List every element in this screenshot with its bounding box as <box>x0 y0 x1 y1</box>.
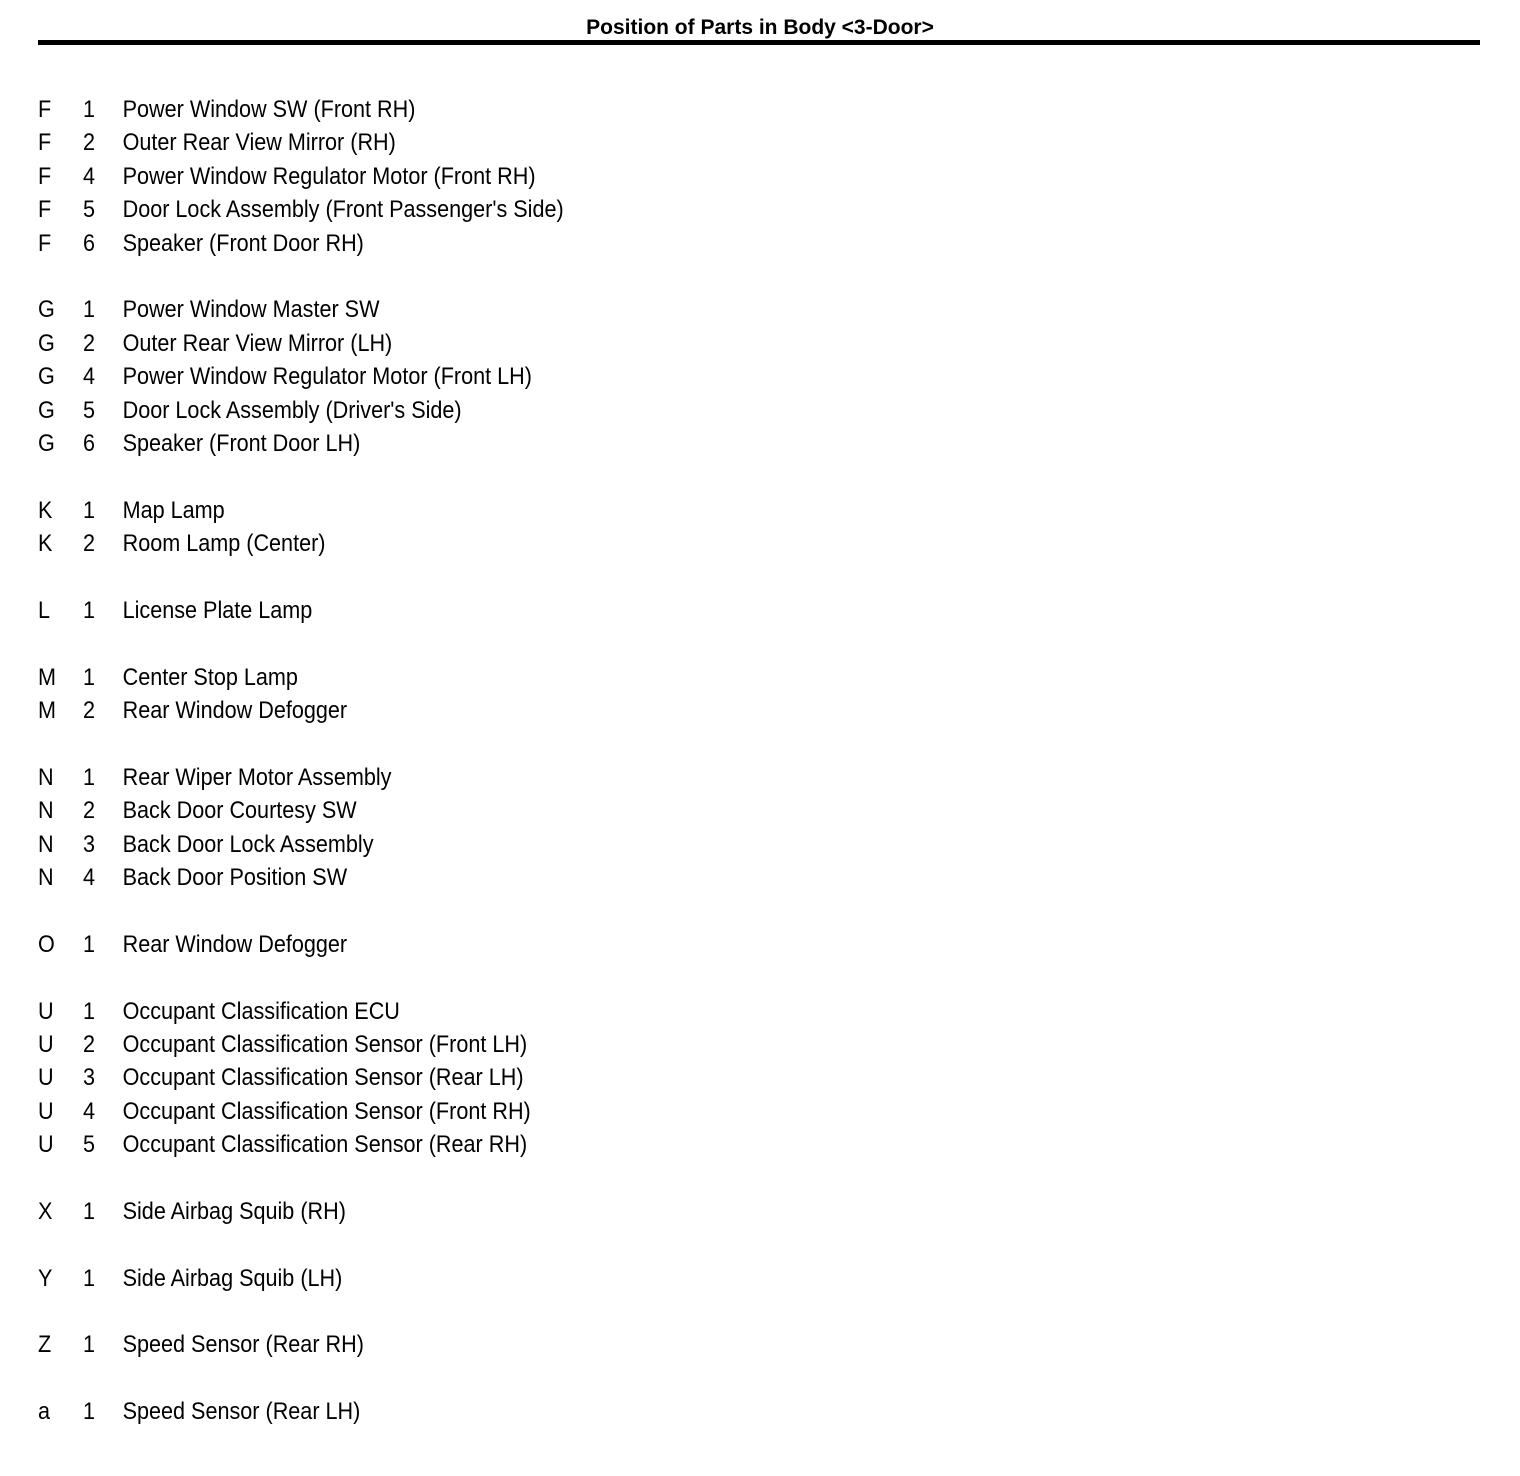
part-number: 1 <box>83 663 96 691</box>
part-name: Speaker (Front Door LH) <box>122 429 361 457</box>
part-code: N <box>38 863 54 891</box>
part-name: Power Window Master SW <box>122 296 380 324</box>
part-name: Back Door Courtesy SW <box>122 797 357 825</box>
part-number: 5 <box>83 1131 96 1159</box>
part-number: 1 <box>83 1197 96 1225</box>
parts-group-o <box>38 928 1478 961</box>
part-code: M <box>38 697 56 725</box>
part-row <box>38 93 1334 126</box>
part-number: 4 <box>83 1097 96 1125</box>
part-code: G <box>38 296 55 324</box>
part-number: 1 <box>83 997 96 1025</box>
part-name: Occupant Classification ECU <box>122 997 400 1025</box>
part-row <box>38 1195 1334 1228</box>
part-row <box>38 761 1334 794</box>
part-number: 6 <box>83 429 96 457</box>
part-name: Rear Wiper Motor Assembly <box>122 763 392 791</box>
part-code: a <box>38 1398 51 1426</box>
part-name: Side Airbag Squib (LH) <box>122 1264 343 1292</box>
part-code: N <box>38 830 54 858</box>
part-row <box>38 293 1334 326</box>
part-code: F <box>38 96 52 123</box>
part-number: 6 <box>83 229 96 257</box>
part-number: 2 <box>83 530 96 558</box>
part-code: G <box>38 429 55 457</box>
part-row <box>38 995 1334 1028</box>
part-code: O <box>38 930 55 958</box>
part-code: N <box>38 763 54 791</box>
part-row <box>38 360 1334 393</box>
part-row <box>38 928 1334 961</box>
part-name: Occupant Classification Sensor (Rear LH) <box>122 1064 524 1092</box>
part-number: 2 <box>83 697 96 725</box>
part-code: N <box>38 797 54 825</box>
part-number: 1 <box>83 930 96 958</box>
part-name: Side Airbag Squib (RH) <box>122 1197 346 1225</box>
part-name: Back Door Lock Assembly <box>122 830 374 858</box>
part-name: Rear Window Defogger <box>122 697 348 725</box>
part-row <box>38 694 1334 727</box>
part-number: 4 <box>83 162 96 190</box>
part-row <box>38 227 1334 260</box>
part-row <box>38 160 1334 193</box>
part-code: F <box>38 129 52 157</box>
part-code: M <box>38 663 56 691</box>
part-code: U <box>38 1030 54 1058</box>
part-number: 1 <box>83 296 96 324</box>
part-row <box>38 861 1334 894</box>
part-row <box>38 1095 1334 1128</box>
part-code: U <box>38 1131 54 1159</box>
part-name: Occupant Classification Sensor (Front RH) <box>122 1097 531 1125</box>
part-row <box>38 1128 1334 1161</box>
part-number: 1 <box>83 1398 96 1426</box>
part-code: F <box>38 162 52 190</box>
part-name: Power Window Regulator Motor (Front LH) <box>122 363 532 391</box>
part-number: 1 <box>83 96 96 123</box>
part-name: Speed Sensor (Rear RH) <box>122 1331 364 1359</box>
part-row <box>38 394 1334 427</box>
part-name: Center Stop Lamp <box>122 663 298 691</box>
parts-group-m <box>38 661 1478 728</box>
part-code: U <box>38 1064 54 1092</box>
part-code: G <box>38 363 55 391</box>
part-code: Z <box>38 1331 52 1359</box>
part-code: U <box>38 1097 54 1125</box>
part-name: Room Lamp (Center) <box>122 530 326 558</box>
parts-group-u <box>38 995 1478 1162</box>
part-name: Speaker (Front Door RH) <box>122 229 364 257</box>
part-code: K <box>38 530 53 558</box>
part-number: 1 <box>83 1331 96 1359</box>
part-number: 2 <box>83 329 96 357</box>
part-code: U <box>38 997 54 1025</box>
part-row <box>38 828 1334 861</box>
part-number: 1 <box>83 596 96 624</box>
part-number: 4 <box>83 363 96 391</box>
part-number: 1 <box>83 1264 96 1292</box>
part-name: Speed Sensor (Rear LH) <box>122 1398 361 1426</box>
part-code: F <box>38 196 52 224</box>
part-name: Back Door Position SW <box>122 863 348 891</box>
part-row <box>38 494 1334 527</box>
part-name: Map Lamp <box>122 496 225 524</box>
parts-list <box>38 93 1478 1462</box>
part-code: L <box>38 596 51 624</box>
parts-group-x <box>38 1195 1478 1228</box>
part-code: G <box>38 329 55 357</box>
part-row <box>38 1395 1334 1428</box>
part-name: Rear Window Defogger <box>122 930 348 958</box>
part-row <box>38 594 1334 627</box>
part-number: 5 <box>83 196 96 224</box>
part-row <box>38 1328 1334 1361</box>
part-number: 5 <box>83 396 96 424</box>
part-name: Occupant Classification Sensor (Rear RH) <box>122 1131 528 1159</box>
part-row <box>38 1028 1334 1061</box>
parts-group-n <box>38 761 1478 895</box>
part-code: K <box>38 496 53 524</box>
part-name: Power Window Regulator Motor (Front RH) <box>122 162 536 190</box>
parts-group-f <box>38 93 1478 260</box>
part-name: Occupant Classification Sensor (Front LH) <box>122 1030 528 1058</box>
part-row <box>38 1262 1334 1295</box>
parts-group-a <box>38 1395 1478 1428</box>
part-code: Y <box>38 1264 53 1292</box>
part-name: Door Lock Assembly (Driver's Side) <box>122 396 462 424</box>
part-row <box>38 794 1334 827</box>
parts-group-l <box>38 594 1478 627</box>
part-row <box>38 527 1334 560</box>
part-row <box>38 327 1334 360</box>
part-code: F <box>38 229 52 257</box>
part-number: 2 <box>83 129 96 157</box>
part-code: X <box>38 1197 53 1225</box>
part-number: 1 <box>83 763 96 791</box>
part-number: 2 <box>83 1030 96 1058</box>
parts-group-y <box>38 1262 1478 1295</box>
part-number: 4 <box>83 863 96 891</box>
part-number: 1 <box>83 496 96 524</box>
part-name: Outer Rear View Mirror (RH) <box>122 129 396 157</box>
part-name: License Plate Lamp <box>122 596 313 624</box>
part-number: 2 <box>83 797 96 825</box>
part-number: 3 <box>83 1064 96 1092</box>
parts-group-g <box>38 293 1478 460</box>
part-number: 3 <box>83 830 96 858</box>
parts-group-z <box>38 1328 1478 1361</box>
part-row <box>38 427 1334 460</box>
part-row <box>38 193 1334 226</box>
page-title: Position of Parts in Body <3-Door> <box>586 16 934 39</box>
part-row <box>38 126 1334 159</box>
title-divider <box>38 40 1480 45</box>
part-row <box>38 661 1334 694</box>
part-name: Power Window SW (Front RH) <box>122 96 416 123</box>
part-name: Door Lock Assembly (Front Passenger's Side) <box>122 196 564 224</box>
parts-group-k <box>38 494 1478 561</box>
part-code: G <box>38 396 55 424</box>
part-row <box>38 1061 1334 1094</box>
part-name: Outer Rear View Mirror (LH) <box>122 329 393 357</box>
